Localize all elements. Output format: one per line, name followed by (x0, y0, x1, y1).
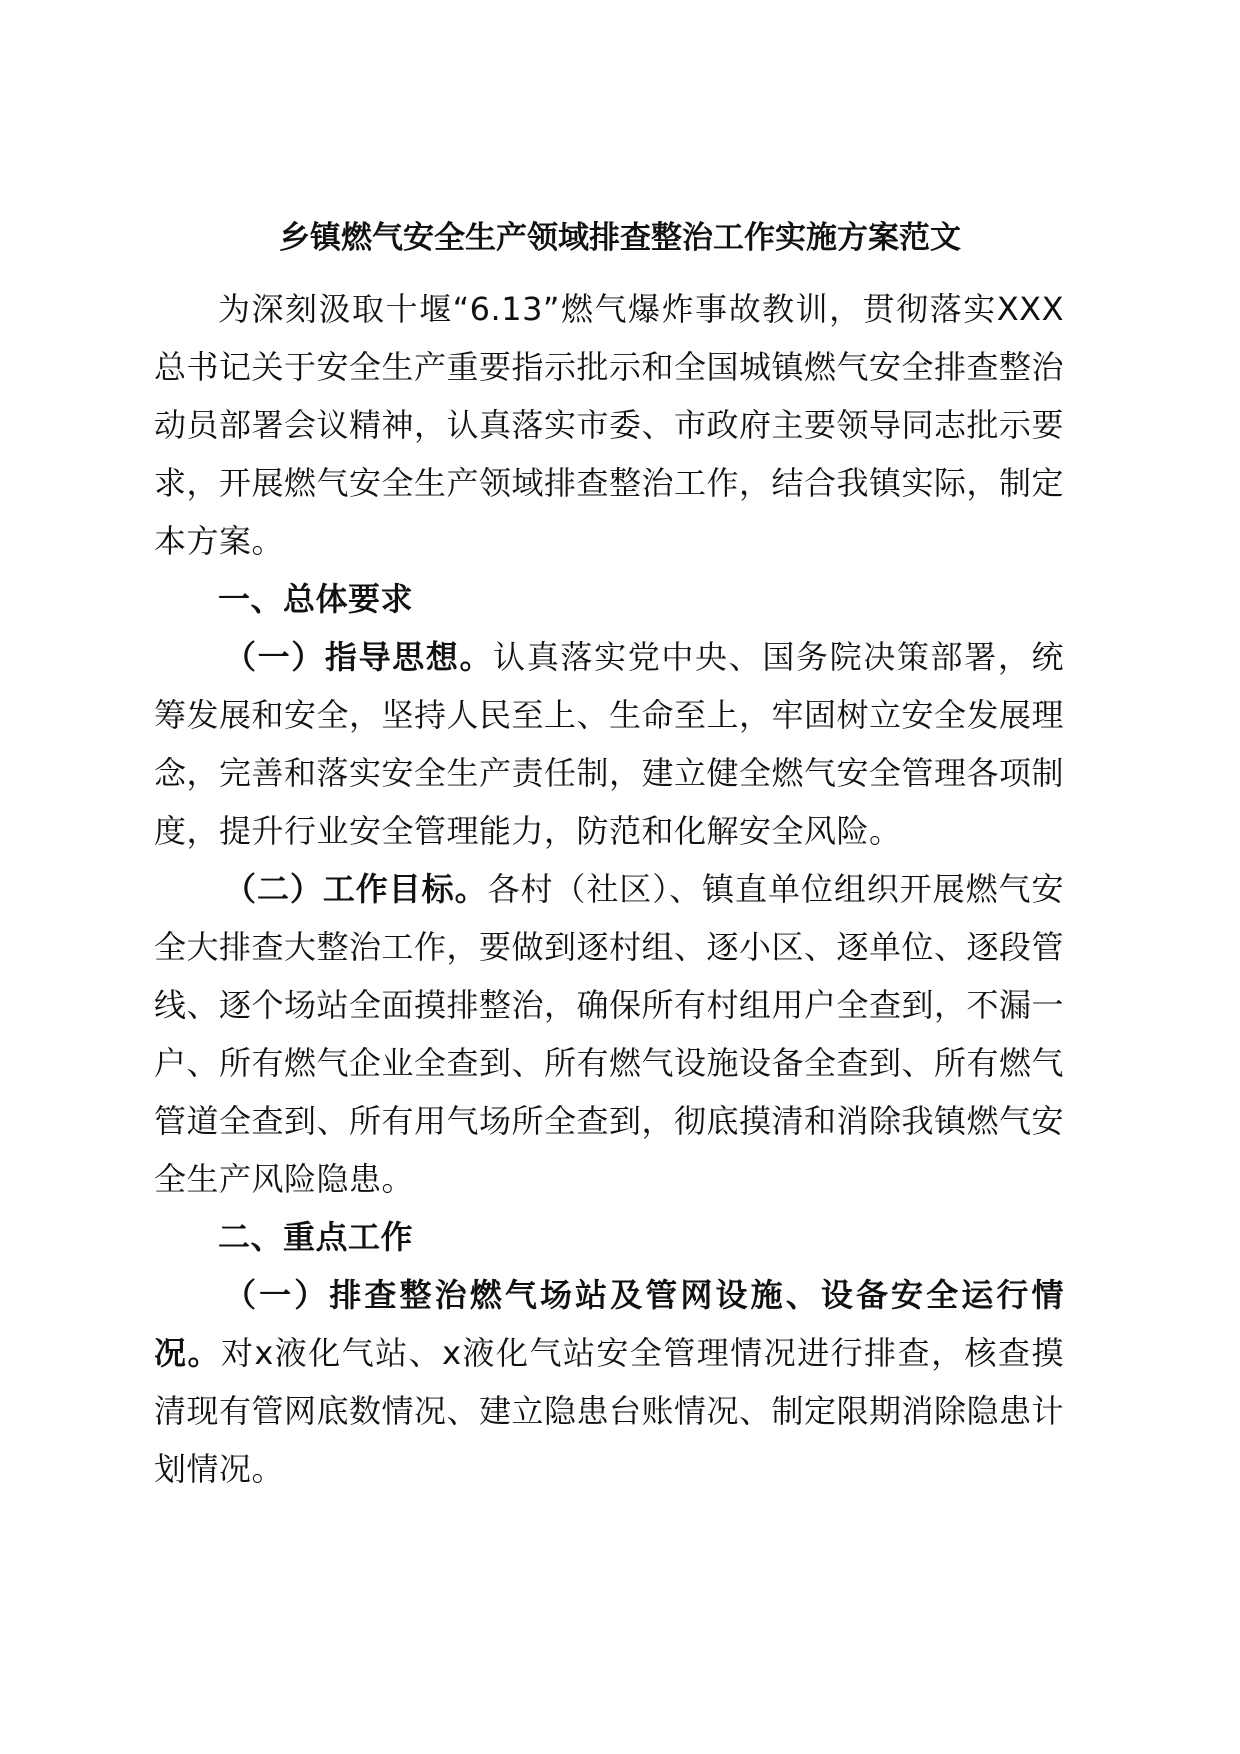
document-title: 乡镇燃气安全生产领域排查整治工作实施方案范文 (279, 220, 961, 256)
section1-heading: 一、总体要求 (218, 580, 414, 618)
section1-item2-paragraph (154, 860, 1064, 1208)
section2-heading: 二、重点工作 (218, 1218, 414, 1256)
section1-item1-label: （一）指导思想。 (224, 638, 494, 676)
section2-item1-text: 对x液化气站、x液化气站安全管理情况进行排查，核查摸清现有管网底数情况、建立隐患台账情况、制定限期消除隐患计划情况。 (154, 1334, 1065, 1488)
section2-item1-label: （一）排查整治燃气场站及管网设施、设备安全运行情况。 (154, 1276, 1064, 1372)
section1-item2-label: （二）工作目标。 (224, 870, 488, 908)
intro-paragraph: 为深刻汲取十堰“6.13”燃气爆炸事故教训，贯彻落实XXX总书记关于安全生产重要指示批示和全国城镇燃气安全排查整治动员部署会议精神，认真落实市委、市政府主要领导同志批示要求，开展燃气安全生产领域排查整治工作，结合我镇实际，制定本方案。 (154, 290, 1065, 560)
section1-item1-paragraph (154, 628, 1064, 860)
section1-item2-text: 各村（社区）、镇直单位组织开展燃气安全大排查大整治工作，要做到逐村组、逐小区、逐单位、逐段管线、逐个场站全面摸排整治，确保所有村组用户全查到，不漏一户、所有燃气企业全查到、所有燃气设施设备全查到、所有燃气管道全查到、所有用气场所全查到，彻底摸清和消除我镇燃气安全生产风险隐患。 (154, 870, 1065, 1198)
section1-item1-text: 认真落实党中央、国务院决策部署，统筹发展和安全，坚持人民至上、生命至上，牢固树立安全发展理念，完善和落实安全生产责任制，建立健全燃气安全管理各项制度，提升行业安全管理能力，防范和化解安全风险。 (154, 638, 1065, 850)
document-body (154, 280, 1064, 1498)
section2-item1-paragraph (154, 1266, 1064, 1498)
